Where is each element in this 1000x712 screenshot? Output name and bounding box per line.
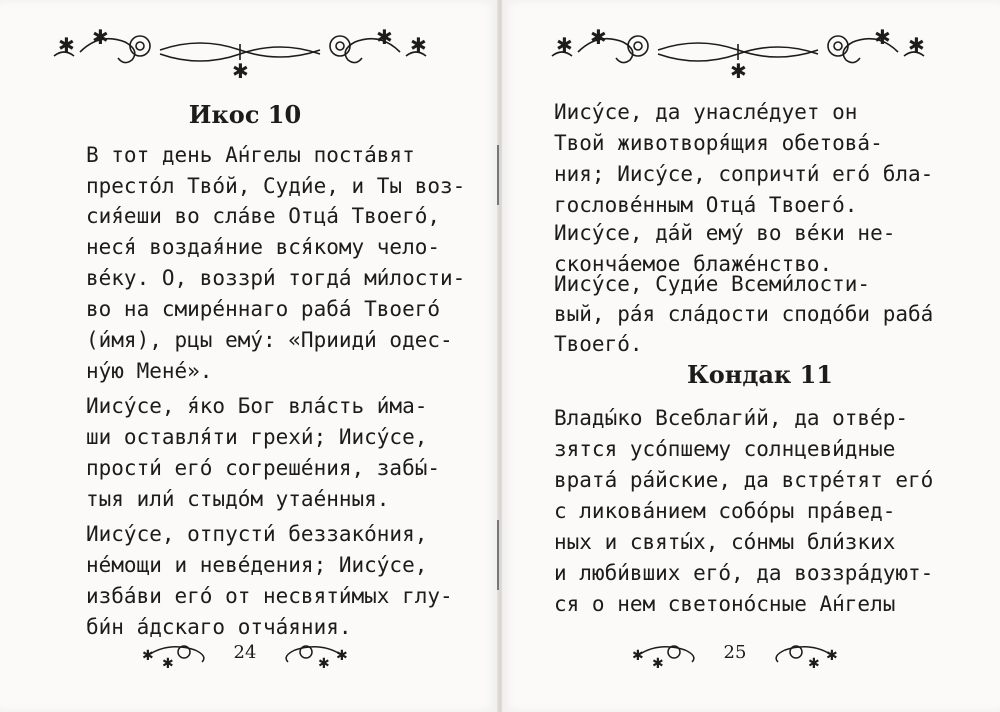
text-line: Твоего́. (554, 332, 643, 356)
svg-text:✱: ✱ (142, 648, 154, 664)
text-line: гослове́нным Отца́ Твоего́. (554, 193, 858, 217)
text-line: врата́ ра́йские, да встре́тят его́ (554, 468, 934, 492)
heading-ikos-10: Икос 10 (188, 100, 302, 129)
svg-text:✱: ✱ (730, 59, 747, 80)
top-floral-ornament-icon (538, 22, 938, 80)
text-line: ных и святы́х, со́нмы бли́зких (554, 530, 896, 554)
binding-stitch (497, 145, 499, 205)
text-line: с ликова́нием собо́ры пра́вед- (554, 499, 896, 523)
svg-text:✱: ✱ (410, 33, 427, 57)
svg-text:✱: ✱ (632, 648, 644, 664)
left-page (0, 0, 498, 712)
text-line: (и́мя), рцы ему́: «Прииди́ одес- (86, 328, 453, 352)
binding-stitch (497, 520, 499, 590)
text-line: и люби́вших его́, да воззра́дуют- (554, 561, 934, 585)
text-line: не́мощи и неве́дения; Иису́се, (86, 553, 428, 577)
text-line: вый, ра́я сла́дости сподо́би раба́ (554, 302, 934, 326)
text-line: ве́ку. О, воззри́ тогда́ ми́лости- (86, 266, 466, 290)
text-line: Иису́се, отпусти́ беззако́ния, (86, 522, 428, 546)
text-line: Иису́се, Суди́е Всеми́лости- (554, 272, 871, 296)
svg-text:✱: ✱ (556, 33, 573, 57)
text-line: сия́еши во сла́ве Отца́ Твоего́, (86, 204, 441, 228)
svg-text:✱: ✱ (874, 25, 891, 49)
svg-text:✱: ✱ (92, 25, 109, 49)
svg-text:✱: ✱ (808, 656, 820, 672)
text-line: ния; Иису́се, сопричти́ его́ бла- (554, 162, 934, 186)
svg-text:✱: ✱ (318, 656, 330, 672)
text-line: престо́л Тво́й, Суди́е, и Ты воз- (86, 174, 466, 198)
text-line: тыя или́ стыдо́м утае́нныя. (86, 487, 390, 511)
text-line: неся́ воздая́ние вся́кому чело- (86, 235, 441, 259)
text-line: прости́ его́ согреше́ния, забы́- (86, 456, 441, 480)
svg-text:✱: ✱ (232, 59, 249, 80)
text-line: сконча́емое блаже́нство. (554, 252, 833, 276)
text-line: би́н а́дскаго отча́яния. (86, 615, 352, 639)
svg-text:✱: ✱ (590, 25, 607, 49)
text-line: В тот день А́нгелы поста́вят (86, 143, 415, 167)
top-floral-ornament-icon (40, 22, 440, 80)
svg-text:✱: ✱ (826, 648, 838, 664)
text-line: во на смире́ннаго раба́ Твоего́ (86, 297, 441, 321)
svg-text:✱: ✱ (336, 648, 348, 664)
text-line: ну́ю Мене́». (86, 359, 213, 383)
svg-text:✱: ✱ (376, 25, 393, 49)
svg-text:✱: ✱ (652, 656, 664, 672)
text-line: Твой животворя́щия обетова́- (554, 131, 883, 155)
text-line: зятся усо́пшему солнцеви́дные (554, 437, 896, 461)
text-line: Влады́ко Всеблаги́й, да отве́р- (554, 406, 909, 430)
text-line: изба́ви его́ от несвяти́мых глу- (86, 584, 453, 608)
text-line: ся о нем светоно́сные А́нгелы (554, 592, 896, 616)
svg-text:✱: ✱ (58, 33, 75, 57)
heading-kondak-11: Кондак 11 (686, 360, 834, 389)
text-line: Иису́се, да унасле́дует он (554, 100, 858, 124)
right-page (502, 0, 1000, 712)
page-number: 24 (233, 642, 257, 663)
svg-text:✱: ✱ (908, 33, 925, 57)
text-line: Иису́се, да́й ему́ во ве́ки не- (554, 221, 896, 245)
page-number: 25 (723, 642, 747, 663)
text-line: Иису́се, я́ко Бог вла́сть и́ма- (86, 394, 428, 418)
text-line: ши оставля́ти грехи́; Иису́се, (86, 425, 428, 449)
svg-text:✱: ✱ (162, 656, 174, 672)
